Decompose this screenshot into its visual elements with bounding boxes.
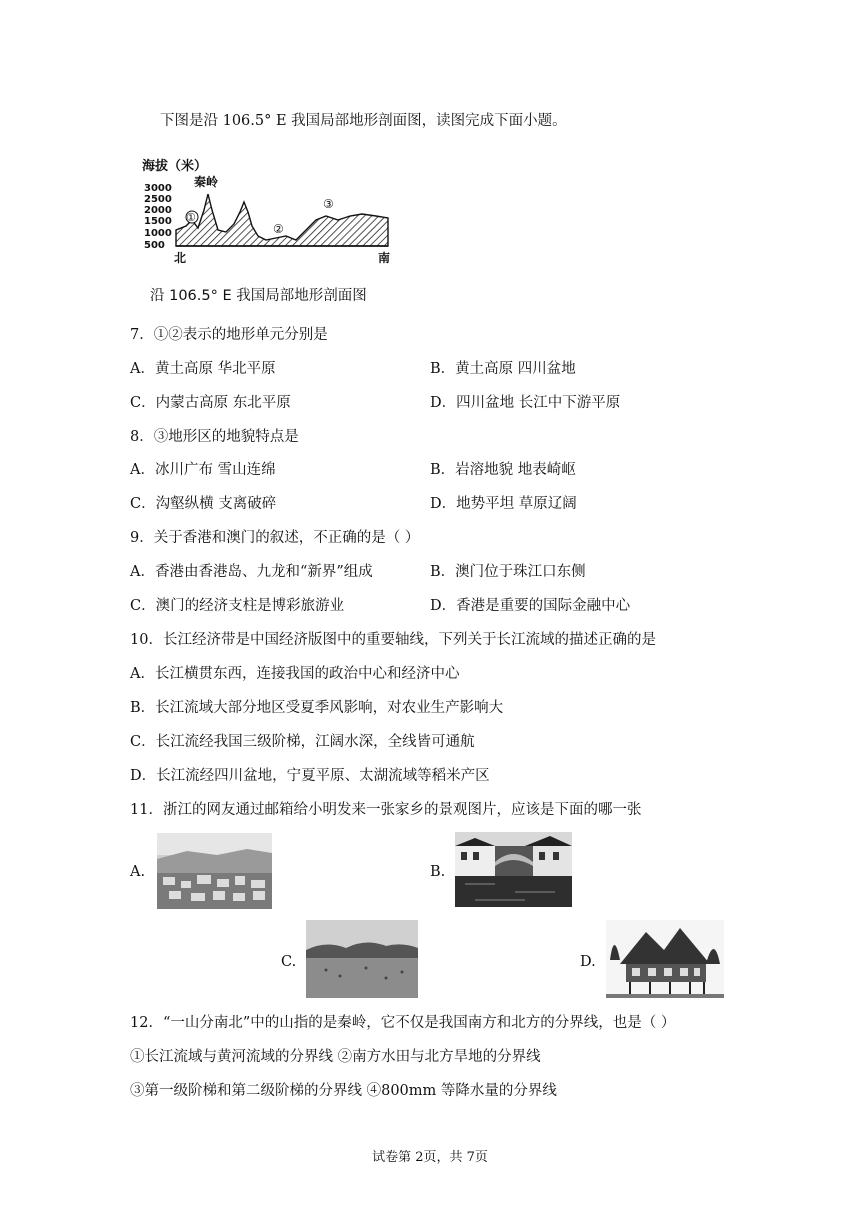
- q12-stem: 12．“一山分南北”中的山指的是秦岭，它不仅是我国南方和北方的分界线，也是（ ）: [130, 1015, 676, 1031]
- q11-stem: 11．浙江的网友通过邮箱给小明发来一张家乡的景观图片，应该是下面的哪一张: [130, 802, 642, 818]
- photo-c-grassland-icon: [306, 920, 418, 998]
- q7-option-a[interactable]: A．黄土高原 华北平原: [130, 361, 276, 377]
- q10-option-a[interactable]: A．长江横贯东西，连接我国的政治中心和经济中心: [130, 666, 460, 682]
- q8-option-d[interactable]: D．地势平坦 草原辽阔: [430, 496, 577, 512]
- q11-option-c[interactable]: C.: [281, 954, 297, 970]
- q9-option-d[interactable]: D．香港是重要的国际金融中心: [430, 598, 631, 614]
- terrain-profile-figure: [140, 150, 400, 270]
- north-label: 北: [174, 251, 187, 265]
- q12-line1: ①长江流域与黄河流域的分界线 ②南方水田与北方旱地的分界线: [130, 1049, 541, 1065]
- photo-d-bamboo-house-icon: [606, 920, 724, 998]
- q8-option-c[interactable]: C．沟壑纵横 支离破碎: [130, 496, 277, 512]
- q9-option-b[interactable]: B．澳门位于珠江口东侧: [430, 564, 586, 580]
- q11-option-d[interactable]: D.: [580, 954, 596, 970]
- marker-3: ③: [323, 197, 334, 211]
- south-label: 南: [378, 251, 391, 265]
- q7-stem: 7．①②表示的地形单元分别是: [130, 327, 328, 343]
- q7-option-c[interactable]: C．内蒙古高原 东北平原: [130, 395, 291, 411]
- q8-stem: 8．③地形区的地貌特点是: [130, 429, 299, 445]
- q11-photo-c[interactable]: [306, 920, 418, 998]
- q8-option-b[interactable]: B．岩溶地貌 地表崎岖: [430, 462, 576, 478]
- q7-option-b[interactable]: B．黄土高原 四川盆地: [430, 361, 576, 377]
- q10-stem: 10．长江经济带是中国经济版图中的重要轴线，下列关于长江流域的描述正确的是: [130, 632, 656, 648]
- page-footer: 试卷第 2页，共 7页: [372, 1150, 488, 1165]
- photo-b-water-town-icon: [455, 832, 572, 907]
- q9-option-a[interactable]: A．香港由香港岛、九龙和“新界”组成: [130, 564, 373, 580]
- q11-option-b[interactable]: B.: [430, 864, 446, 880]
- q9-stem: 9．关于香港和澳门的叙述，不正确的是（ ）: [130, 530, 420, 546]
- marker-1: ①: [186, 211, 196, 224]
- figure-caption: 沿 106.5° E 我国局部地形剖面图: [150, 288, 367, 304]
- q11-photo-d[interactable]: [606, 920, 724, 998]
- marker-2: ②: [273, 222, 284, 236]
- y-tick-3000: 3000: [144, 183, 172, 194]
- q10-option-b[interactable]: B．长江流域大部分地区受夏季风影响，对农业生产影响大: [130, 700, 504, 716]
- y-tick-2000: 2000: [144, 205, 172, 216]
- y-tick-labels: [144, 183, 172, 251]
- y-tick-2500: 2500: [144, 194, 172, 205]
- q11-photo-b[interactable]: [455, 832, 572, 907]
- q11-photo-a[interactable]: [157, 833, 272, 909]
- peak-label-qinling: 秦岭: [194, 175, 219, 189]
- q12-line2: ③第一级阶梯和第二级阶梯的分界线 ④800mm 等降水量的分界线: [130, 1083, 557, 1099]
- y-tick-1500: 1500: [144, 216, 172, 227]
- y-tick-500: 500: [144, 240, 165, 251]
- q11-option-a[interactable]: A.: [130, 864, 146, 880]
- q7-option-d[interactable]: D．四川盆地 长江中下游平原: [430, 395, 621, 411]
- figure-ylabel: 海拔（米）: [142, 159, 208, 174]
- terrain-profile: [176, 194, 388, 246]
- q8-option-a[interactable]: A．冰川广布 雪山连绵: [130, 462, 276, 478]
- q10-option-c[interactable]: C．长江流经我国三级阶梯，江阔水深，全线皆可通航: [130, 734, 475, 750]
- y-tick-1000: 1000: [144, 228, 172, 239]
- intro-text: 下图是沿 106.5° E 我国局部地形剖面图，读图完成下面小题。: [160, 113, 567, 129]
- photo-a-village-icon: [157, 833, 272, 909]
- q10-option-d[interactable]: D．长江流经四川盆地，宁夏平原、太湖流域等稻米产区: [130, 768, 490, 784]
- q9-option-c[interactable]: C．澳门的经济支柱是博彩旅游业: [130, 598, 345, 614]
